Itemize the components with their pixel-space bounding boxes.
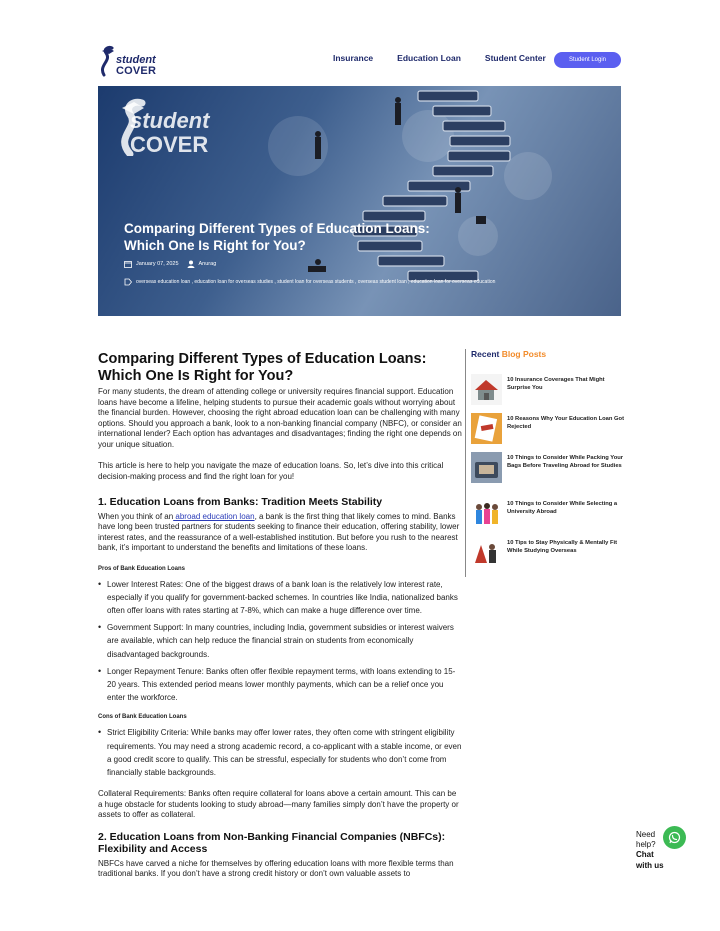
hero-title: Comparing Different Types of Education Loans: Which One Is Right for You? <box>124 221 430 253</box>
cons-list <box>98 726 462 779</box>
logo-mark-icon <box>100 45 114 77</box>
abroad-education-loan-link[interactable]: abroad education loan <box>173 511 255 521</box>
list-item: • Government Support: In many countries, including India, government subsidies or interest waivers are available, which can help reduce the financial strain on students from economically disadvantaged backgrounds. <box>98 621 462 661</box>
recent-post-item[interactable] <box>471 537 626 569</box>
nav-insurance[interactable]: Insurance <box>333 53 374 63</box>
recent-post-item[interactable] <box>471 374 626 406</box>
logo-text-cover: COVER <box>116 65 157 77</box>
chat-text <box>636 830 664 871</box>
chat-line-2: Chat with us <box>636 850 664 870</box>
post-meta <box>124 260 216 268</box>
post-thumbnail <box>471 452 502 483</box>
user-icon <box>187 260 195 268</box>
post-title[interactable]: 10 Things to Consider While Selecting a University Abroad <box>507 501 618 515</box>
cons-heading: Cons of Bank Education Loans <box>98 714 187 721</box>
tag-icon <box>124 278 132 286</box>
hero-logo-text-cover: COVER <box>130 132 209 157</box>
post-tags-text[interactable]: overseas education loan , education loan for overseas studies , student loan for overseas students , overseas student loan , education loan for overseas education <box>136 279 496 285</box>
recent-post-item[interactable] <box>471 413 626 445</box>
list-item: • Longer Repayment Tenure: Banks often offer flexible repayment terms, with loans extending to 15-20 years. This extended period means lower monthly payments, which can be a relief once you enter the workforce. <box>98 665 462 705</box>
post-thumbnail <box>471 413 502 444</box>
collateral-paragraph: Collateral Requirements: Banks often require collateral for loans above a certain amount. This can be a huge obstacle for students looking to study abroad—many families simply don’t have the property or assets to offer as collateral. <box>98 789 459 820</box>
paragraph-text-after: , a bank is the first thing that likely comes to mind. Banks have long been trusted partners for students seeking to finance their education, offering stability, lower interest rates, and the reassurance of a well-established institution. But before you rush to the nearest bank, it’s important to understand the benefits and limitations of these loans. <box>98 511 460 552</box>
post-author[interactable]: Anurag <box>198 261 217 267</box>
post-thumbnail <box>471 374 502 405</box>
main-nav <box>333 53 546 63</box>
article-intro: For many students, the dream of attending college or university requires financial support. Education loans have become a lifeline, helping students to pursue their academic goals without worrying about the financial burden. However, choosing the right abroad education loan can be challenging with many options. Should you approach a bank, look to a non-banking financial company (NBFC), or consider an international lender? Each option has advantages and disadvantages; finding the right one depends on your unique situation. <box>98 387 462 449</box>
list-item: • Strict Eligibility Criteria: While banks may offer lower rates, they often come with stringent eligibility requirements. You may need a strong academic record, a co-applicant with a stable income, or even a good credit score to qualify. This can be stressful, especially for students who don’t come from financially stable backgrounds. <box>98 726 462 779</box>
section-heading-nbfc: 2. Education Loans from Non-Banking Financial Companies (NBFCs): Flexibility and Access <box>98 830 446 856</box>
post-thumbnail <box>471 498 502 529</box>
post-title[interactable]: 10 Reasons Why Your Education Loan Got Rejected <box>507 416 625 430</box>
section-heading-banks: 1. Education Loans from Banks: Tradition Meets Stability <box>98 496 383 508</box>
section-paragraph-banks <box>98 512 462 554</box>
post-title[interactable]: 10 Tips to Stay Physically & Mentally Fit While Studying Overseas <box>507 540 618 554</box>
post-thumbnail <box>471 537 502 568</box>
article-body <box>98 351 462 880</box>
whatsapp-button[interactable] <box>663 826 686 849</box>
sidebar-title <box>471 349 546 359</box>
recent-post-item[interactable] <box>471 452 626 484</box>
student-login-button[interactable]: Student Login <box>554 52 621 68</box>
post-title[interactable]: 10 Insurance Coverages That Might Surprise You <box>507 377 605 391</box>
post-tags <box>124 278 604 286</box>
post-date: January 07, 2025 <box>136 261 179 267</box>
hero-banner <box>98 86 621 316</box>
pros-heading: Pros of Bank Education Loans <box>98 565 186 572</box>
chat-line-1: Need help? <box>636 830 656 850</box>
sidebar-title-part1: Recent <box>471 349 502 359</box>
list-item: • Lower Interest Rates: One of the biggest draws of a bank loan is the relatively low interest rate, especially if you qualify for government-backed schemes. In countries like India, nationalized banks often offer loans with rates starting at 7-8%, which can make a huge difference over time. <box>98 578 462 618</box>
pros-list <box>98 578 462 705</box>
logo-text-student: student <box>116 54 156 66</box>
recent-posts-sidebar <box>465 349 625 577</box>
paragraph-text-before: When you think of an <box>98 511 174 521</box>
post-title[interactable]: 10 Things to Consider While Packing Your Bags Before Traveling Abroad for Studies <box>507 455 624 469</box>
article-intro-2: This article is here to help you navigate the maze of education loans. So, let’s dive into this critical decision-making process and find the right loan for you! <box>98 461 444 481</box>
calendar-icon <box>124 260 132 268</box>
section-paragraph-nbfc: NBFCs have carved a niche for themselves by offering education loans with more flexible terms than traditional banks. If you don’t have a strong credit history or don’t own valuable assets to <box>98 858 454 879</box>
nav-education-loan[interactable]: Education Loan <box>397 53 461 63</box>
whatsapp-icon <box>668 831 681 844</box>
site-logo[interactable] <box>98 43 158 79</box>
article-title: Comparing Different Types of Education Loans: Which One Is Right for You? <box>98 351 427 384</box>
sidebar-title-part2: Blog Posts <box>501 349 547 359</box>
chat-widget[interactable] <box>629 822 687 884</box>
recent-post-item[interactable] <box>471 498 626 530</box>
site-header <box>98 40 621 80</box>
hero-logo-text-student: student <box>130 108 210 133</box>
nav-student-center[interactable]: Student Center <box>484 53 546 63</box>
